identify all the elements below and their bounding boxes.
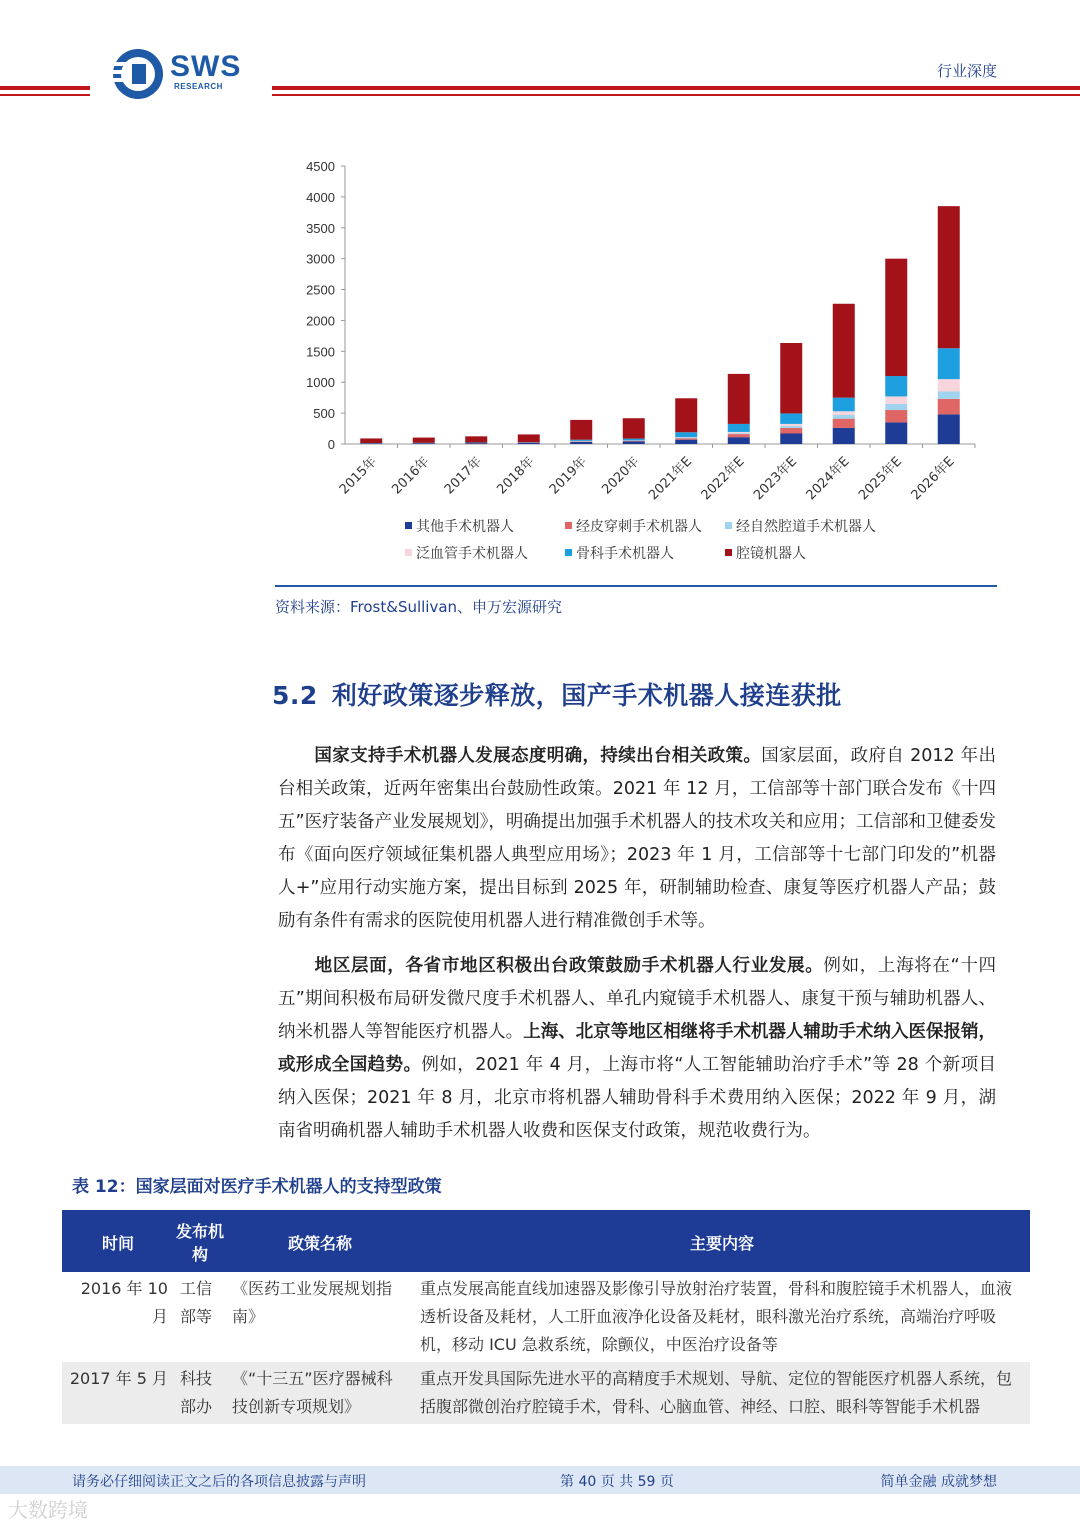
chart-svg bbox=[270, 150, 1000, 580]
row-date: 2017 年 5 月 bbox=[62, 1362, 174, 1424]
x-tick-label: 2020年 bbox=[599, 454, 643, 498]
header-content: 主要内容 bbox=[414, 1212, 1030, 1272]
bar-segment bbox=[833, 304, 855, 398]
bar-segment bbox=[360, 443, 382, 444]
bar-segment bbox=[623, 418, 645, 438]
x-tick-label: 2026年E bbox=[908, 454, 958, 504]
table-header-row bbox=[62, 1212, 1030, 1272]
header-org: 发布机构 bbox=[174, 1212, 226, 1272]
legend-label: 泛血管手术机器人 bbox=[416, 546, 528, 562]
x-tick-label: 2023年E bbox=[751, 454, 801, 504]
logo-subtext: RESEARCH bbox=[174, 82, 223, 91]
bar-segment bbox=[728, 434, 750, 437]
stacked-bar-chart bbox=[270, 150, 1000, 580]
bar-segment bbox=[728, 437, 750, 444]
bar-segment bbox=[675, 432, 697, 437]
legend-label: 经皮穿刺手术机器人 bbox=[576, 519, 702, 535]
legend-label: 骨科手术机器人 bbox=[576, 546, 674, 562]
y-tick-label: 2500 bbox=[306, 282, 335, 298]
para1-lead: 国家支持手术机器人发展态度明确，持续出台相关政策。 bbox=[314, 746, 762, 766]
bar-segment bbox=[675, 437, 697, 438]
bar-segment bbox=[728, 433, 750, 434]
legend-label: 腔镜机器人 bbox=[736, 546, 806, 562]
para2-lead: 地区层面，各省市地区积极出台政策鼓励手术机器人行业发展。 bbox=[314, 956, 824, 976]
section-heading bbox=[272, 676, 842, 712]
legend-swatch bbox=[565, 549, 572, 556]
row-content: 重点开发具国际先进水平的高精度手术规划、导航、定位的智能医疗机器人系统，包括腹部微创治疗腔镜手术，骨科、心脑血管、神经、口腔、眼科等智能手术机器 bbox=[414, 1362, 1030, 1424]
bar-segment bbox=[728, 432, 750, 433]
bar-segment bbox=[780, 428, 802, 434]
row-content: 重点发展高能直线加速器及影像引导放射治疗装置，骨科和腹腔镜手术机器人，血液透析设备及耗材，人工肝血液净化设备及耗材，眼科激光治疗系统，高端治疗呼吸机，移动 ICU 急救系统，除颤仪，中医治疗设备等 bbox=[420, 1278, 1013, 1354]
para2-text2: 例如，2021 年 4 月，上海市将“人工智能辅助治疗手术”等 28 个新项目纳入医保；2021 年 8 月，北京市将机器人辅助骨科手术费用纳入医保；2022 年 9 月，湖南省明确机器人辅助手术机器人收费和医保支付政策，规范收费行为。 bbox=[278, 1055, 997, 1141]
bar-segment bbox=[885, 259, 907, 376]
bar-segment bbox=[675, 438, 697, 439]
bar-segment bbox=[885, 422, 907, 444]
footer-disclaimer: 请务必仔细阅读正文之后的各项信息披露与声明 bbox=[72, 1474, 366, 1490]
header-rule-left bbox=[0, 86, 90, 90]
row-date: 2016 年 10 月 bbox=[80, 1278, 168, 1326]
header-rule-right-thin bbox=[272, 94, 1080, 96]
bar-segment bbox=[570, 442, 592, 444]
bar-segment bbox=[833, 419, 855, 428]
x-tick-label: 2015年 bbox=[336, 454, 381, 498]
bar-segment bbox=[623, 439, 645, 441]
chart-bottom-rule bbox=[275, 585, 997, 587]
bar-segment bbox=[938, 348, 960, 379]
bar-segment bbox=[938, 399, 960, 414]
legend-label: 经自然腔道手术机器人 bbox=[736, 519, 876, 535]
bar-segment bbox=[413, 443, 435, 444]
y-tick-label: 4500 bbox=[306, 159, 335, 174]
bar-segment bbox=[360, 438, 382, 443]
section-number: 5.2 bbox=[272, 681, 318, 710]
x-tick-label: 2021年E bbox=[646, 454, 696, 504]
para2-text1: 例如，上海将在“十四五”期间积极布局研发微尺度手术机器人、单孔内窥镜手术机器人、康复干预与辅助机器人、纳米机器人等智能医疗机器人。 bbox=[278, 956, 996, 1042]
header-rule-left-thin bbox=[0, 94, 90, 96]
header-date: 时间 bbox=[62, 1212, 174, 1272]
bar-segment bbox=[465, 443, 487, 444]
bar-segment bbox=[518, 434, 540, 442]
page-number: 第 40 页 共 59 页 bbox=[560, 1474, 674, 1490]
y-tick-label: 2000 bbox=[306, 313, 335, 329]
bar-segment bbox=[780, 426, 802, 428]
report-category: 行业深度 bbox=[936, 62, 997, 80]
bar-segment bbox=[833, 398, 855, 412]
bar-segment bbox=[570, 440, 592, 441]
bar-segment bbox=[675, 440, 697, 444]
bar-segment bbox=[833, 428, 855, 444]
bar-segment bbox=[675, 438, 697, 440]
bar-segment bbox=[833, 415, 855, 419]
x-tick-label: 2019年 bbox=[546, 454, 591, 498]
bar-segment bbox=[885, 396, 907, 403]
legend-swatch bbox=[565, 522, 572, 529]
y-tick-label: 1000 bbox=[306, 375, 335, 391]
y-tick-label: 3000 bbox=[306, 251, 335, 267]
y-tick-label: 500 bbox=[313, 406, 335, 422]
bar-segment bbox=[728, 424, 750, 432]
table-row bbox=[62, 1272, 1030, 1362]
bar-segment bbox=[938, 414, 960, 444]
x-tick-label: 2018年 bbox=[494, 454, 538, 498]
sws-logo bbox=[112, 44, 262, 100]
bar-segment bbox=[780, 433, 802, 444]
row-org: 工信部等 bbox=[180, 1278, 213, 1326]
x-tick-label: 2022年E bbox=[698, 454, 748, 504]
bar-segment bbox=[675, 398, 697, 432]
legend-swatch bbox=[725, 549, 732, 556]
legend-swatch bbox=[405, 522, 412, 529]
bar-segment bbox=[938, 206, 960, 348]
y-tick-label: 4000 bbox=[306, 189, 335, 205]
x-tick-label: 2025年E bbox=[856, 454, 906, 504]
bar-segment bbox=[885, 410, 907, 422]
bar-segment bbox=[780, 424, 802, 426]
policy-table bbox=[62, 1210, 1030, 1424]
y-tick-label: 1500 bbox=[306, 344, 335, 360]
bar-segment bbox=[413, 438, 435, 443]
footer-slogan: 简单金融 成就梦想 bbox=[880, 1474, 997, 1490]
bar-segment bbox=[780, 413, 802, 424]
watermark: 大数跨境 bbox=[8, 1498, 88, 1522]
section-title: 利好政策逐步释放，国产手术机器人接连获批 bbox=[331, 681, 842, 710]
row-name: 《医药工业发展规划指南》 bbox=[232, 1278, 393, 1326]
x-tick-label: 2024年E bbox=[803, 454, 853, 504]
bar-segment bbox=[728, 374, 750, 424]
bar-segment bbox=[885, 404, 907, 410]
bar-segment bbox=[518, 443, 540, 444]
legend-label: 其他手术机器人 bbox=[416, 519, 514, 535]
chart-source: 资料来源：Frost&Sullivan、申万宏源研究 bbox=[275, 598, 563, 616]
row-org: 科技部办 bbox=[174, 1362, 226, 1424]
logo-text: SWS bbox=[170, 50, 242, 83]
bar-segment bbox=[518, 442, 540, 443]
paragraph-regional bbox=[278, 950, 996, 1148]
table-row bbox=[62, 1362, 1030, 1424]
header-name: 政策名称 bbox=[226, 1212, 414, 1272]
header-rule-right bbox=[272, 86, 1080, 90]
legend-swatch bbox=[725, 522, 732, 529]
x-tick-label: 2017年 bbox=[441, 454, 486, 498]
para2-emphasis: 上海、北京等地区相继将手术机器人辅助手术纳入医保报销，或形成全国趋势。 bbox=[278, 1022, 997, 1075]
bar-segment bbox=[623, 440, 645, 441]
bar-segment bbox=[570, 441, 592, 442]
bar-segment bbox=[938, 379, 960, 391]
y-tick-label: 3500 bbox=[306, 220, 335, 236]
paragraph-national bbox=[278, 740, 996, 938]
row-name: 《“十三五”医疗器械科技创新专项规划》 bbox=[226, 1362, 414, 1424]
bar-segment bbox=[623, 442, 645, 444]
bar-segment bbox=[833, 411, 855, 415]
bar-segment bbox=[938, 391, 960, 398]
y-tick-label: 0 bbox=[327, 437, 335, 452]
bar-segment bbox=[570, 420, 592, 440]
legend-swatch bbox=[405, 549, 412, 556]
bar-segment bbox=[780, 343, 802, 413]
table-title: 表 12：国家层面对医疗手术机器人的支持型政策 bbox=[72, 1177, 442, 1197]
bar-segment bbox=[885, 376, 907, 396]
para1-text: 国家层面，政府自 2012 年出台相关政策，近两年密集出台鼓励性政策。2021 年 12 月，工信部等十部门联合发布《十四五”医疗装备产业发展规划》，明确提出加强手术机器人的技术攻关和应用；工信部和卫健委发布《面向医疗领域征集机器人典型应用场》；2023 年 1 月，工信部等十七部门印发的”机器人+”应用行动实施方案，提出目标到 2025 年，研制辅助检查、康复等医疗机器人产品；鼓励有条件有需求的医院使用机器人进行精准微创手术等。 bbox=[278, 746, 996, 931]
bar-segment bbox=[465, 436, 487, 442]
x-tick-label: 2016年 bbox=[389, 454, 433, 498]
sws-logo-mark-icon bbox=[112, 48, 164, 100]
